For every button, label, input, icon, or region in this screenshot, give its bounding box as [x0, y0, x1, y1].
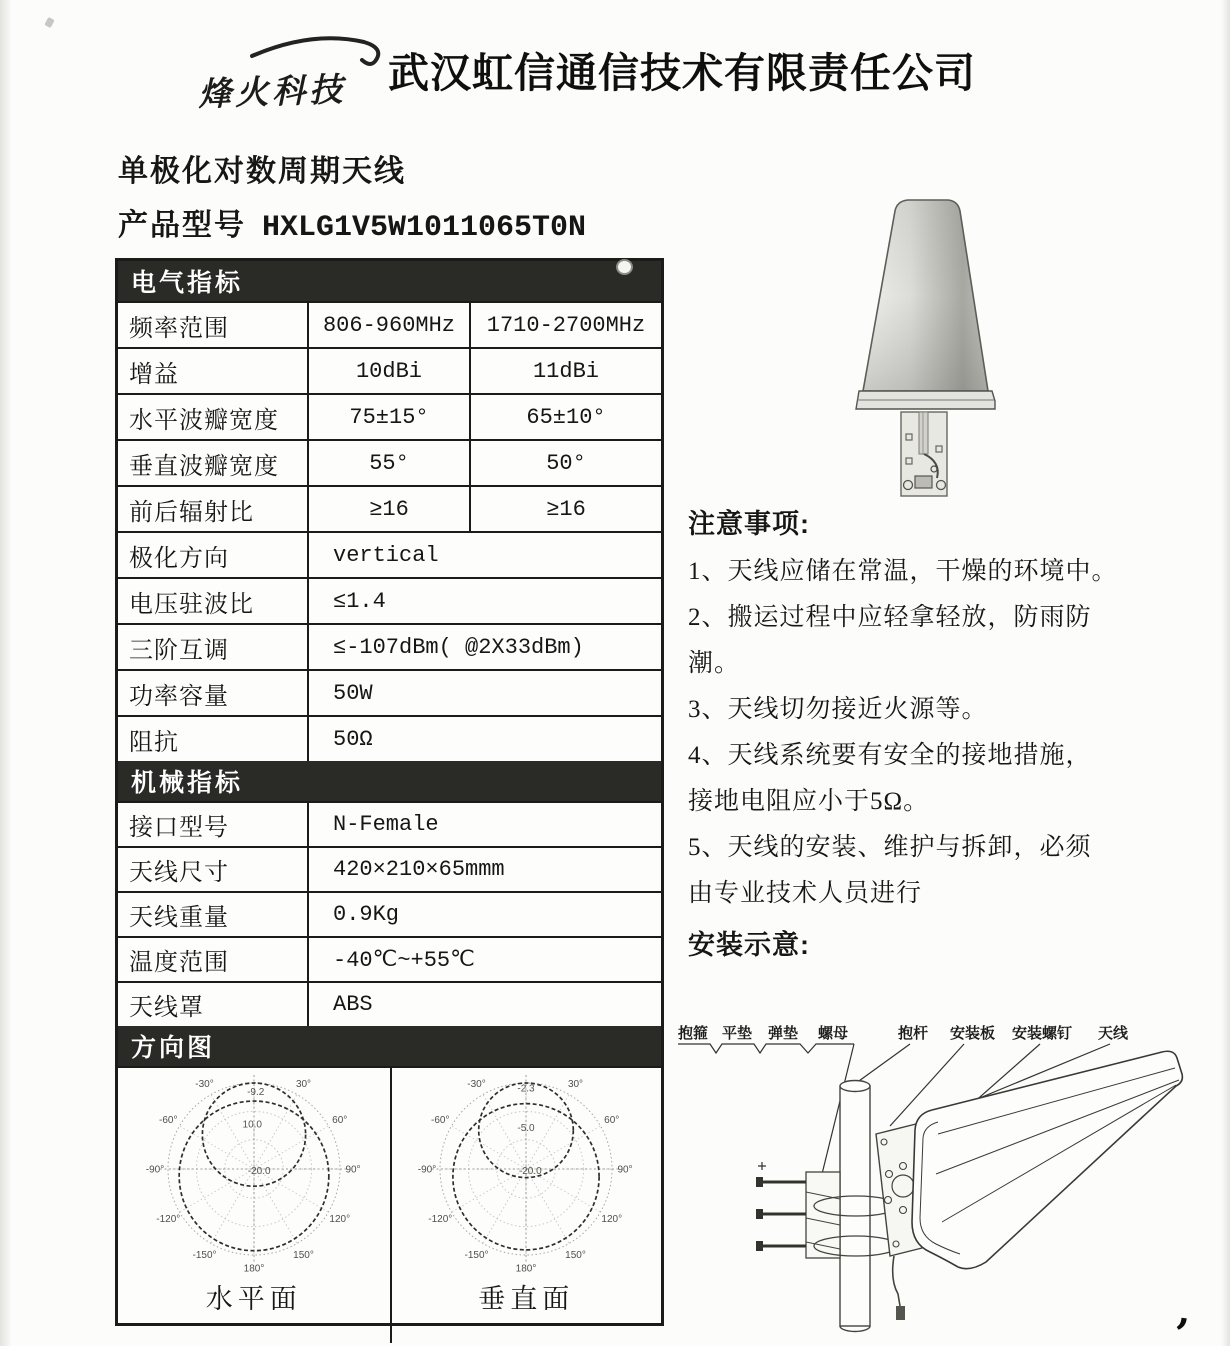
- mechanical-spec-row: [118, 936, 661, 981]
- note-line: 1、天线应储在常温，干燥的环境中。: [688, 558, 1118, 585]
- electrical-spec-row: [118, 393, 661, 439]
- spec-label: 极化方向: [129, 545, 229, 572]
- electrical-spec-row: [118, 715, 661, 761]
- installation-drawing: [670, 1022, 1226, 1342]
- spec-value: ABS: [307, 983, 661, 1026]
- spec-value-low-band: 75±15°: [307, 395, 469, 439]
- pattern-section-bar: 方向图: [118, 1026, 661, 1066]
- spec-label: 水平波瓣宽度: [129, 407, 279, 434]
- spec-label: 三阶互调: [129, 637, 229, 664]
- electrical-spec-row: [118, 439, 661, 485]
- spec-value-high-band: 65±10°: [469, 395, 661, 439]
- notes-body: [688, 549, 1220, 917]
- horizontal-pattern-caption: 水平面: [205, 1284, 302, 1314]
- polar-value-label: -2.3: [517, 1083, 535, 1095]
- mechanical-spec-row: [118, 801, 661, 846]
- polar-angle-label: 90°: [617, 1164, 633, 1176]
- polar-value-label: -20.0: [247, 1166, 271, 1178]
- polar-angle-label: 60°: [604, 1115, 620, 1126]
- note-line: 2、搬运过程中应轻拿轻放，防雨防: [688, 604, 1092, 631]
- notes-title: 注意事项:: [688, 509, 810, 539]
- spec-value: N-Female: [307, 803, 661, 846]
- part-label-nut: 螺母: [818, 1025, 849, 1042]
- installation-diagram: [670, 1022, 1226, 1346]
- note-line: 3、天线切勿接近火源等。: [688, 696, 988, 723]
- polar-angle-label: -150°: [464, 1250, 489, 1262]
- polar-angle-label: -30°: [195, 1078, 214, 1090]
- spec-value: 50Ω: [307, 717, 661, 761]
- antenna-illustration-drawing: [845, 188, 1095, 508]
- polar-angle-label: 150°: [565, 1250, 587, 1262]
- horizontal-pattern-cell: [118, 1068, 390, 1343]
- polar-angle-label: 180°: [515, 1263, 537, 1275]
- part-label-mounting-plate: 安装板: [950, 1025, 996, 1042]
- polar-angle-label: 60°: [331, 1115, 348, 1126]
- polar-value-label: 10.0: [242, 1119, 262, 1131]
- polar-angle-label: -90°: [145, 1164, 164, 1176]
- polar-angle-label: 90°: [345, 1164, 361, 1176]
- part-label-mounting-screws: 安装螺钉: [1012, 1025, 1073, 1042]
- spec-value-high-band: ≥16: [469, 487, 661, 531]
- polar-angle-label: -60°: [431, 1115, 450, 1126]
- spec-value-low-band: 55°: [307, 441, 469, 485]
- note-line: 4、天线系统要有安全的接地措施，: [688, 742, 1092, 769]
- logo-calligraphy-text: 烽火科技: [197, 69, 347, 114]
- electrical-section-bar: 电气指标: [118, 261, 661, 301]
- spec-value: -40℃~+55℃: [307, 938, 661, 981]
- part-label-antenna: 天线: [1098, 1025, 1129, 1042]
- spec-label: 频率范围: [129, 315, 229, 342]
- electrical-spec-row: [118, 531, 661, 577]
- notes-section: [688, 502, 1220, 962]
- scan-corner-mark: ,: [1175, 1287, 1194, 1334]
- part-label-pole: 抱杆: [898, 1025, 929, 1042]
- scan-punch-mark: [616, 259, 633, 275]
- electrical-spec-row: [118, 669, 661, 715]
- company-logo: [192, 26, 397, 124]
- electrical-spec-row: [118, 577, 661, 623]
- spec-value: ≤1.4: [307, 579, 661, 623]
- spec-value-high-band: 50°: [469, 441, 661, 485]
- spec-label: 天线尺寸: [129, 860, 229, 886]
- polar-angle-label: 120°: [329, 1214, 350, 1225]
- polar-value-label: -20.0: [519, 1166, 542, 1178]
- part-label-flat-washer: 平垫: [722, 1025, 753, 1042]
- antenna-product-illustration: [845, 188, 1095, 513]
- part-label-clamp: 抱箍: [678, 1025, 709, 1042]
- spec-value: 50W: [307, 671, 661, 715]
- scan-edge-shadow-left: [0, 0, 12, 1346]
- model-label: 产品型号: [118, 209, 246, 242]
- spec-label: 阻抗: [129, 729, 179, 756]
- spec-label: 垂直波瓣宽度: [129, 453, 279, 480]
- electrical-spec-row: [118, 623, 661, 669]
- mechanical-spec-row: [118, 891, 661, 936]
- polar-value-label: -5.0: [517, 1123, 535, 1135]
- product-model-row: [118, 200, 586, 245]
- spec-label: 功率容量: [129, 683, 229, 710]
- vertical-pattern-caption: 垂直面: [478, 1284, 575, 1314]
- company-name: 武汉虹信通信技术有限责任公司: [388, 50, 976, 96]
- note-line: 由专业技术人员进行: [688, 880, 923, 907]
- spec-label: 增益: [129, 361, 179, 388]
- spec-value-low-band: 10dBi: [307, 349, 469, 393]
- spec-table: [115, 258, 664, 1326]
- spec-value-low-band: ≥16: [307, 487, 469, 531]
- spec-label: 天线重量: [129, 905, 229, 931]
- spec-label: 前后辐射比: [129, 499, 254, 526]
- model-value: HXLG1V5W1011065T0N: [262, 211, 587, 245]
- spec-label: 电压驻波比: [129, 591, 254, 618]
- polar-angle-label: -150°: [192, 1250, 217, 1262]
- polar-angle-label: -120°: [156, 1214, 181, 1225]
- mechanical-table-body: [118, 801, 661, 1026]
- polar-angle-label: 120°: [601, 1214, 623, 1225]
- polar-angle-label: -30°: [467, 1078, 486, 1090]
- horizontal-pattern-plot: [123, 1071, 385, 1277]
- product-type-title: 单极化对数周期天线: [118, 155, 406, 188]
- vertical-pattern-cell: [390, 1068, 662, 1343]
- note-line: 5、天线的安装、维护与拆卸，必须: [688, 834, 1092, 861]
- polar-angle-label: -60°: [158, 1115, 178, 1126]
- note-line: 接地电阻应小于5Ω。: [688, 788, 930, 815]
- spec-value: ≤-107dBm( @2X33dBm): [307, 625, 661, 669]
- mechanical-spec-row: [118, 981, 661, 1026]
- mechanical-spec-row: [118, 846, 661, 891]
- spec-value-high-band: 11dBi: [469, 349, 661, 393]
- polar-angle-label: 30°: [295, 1078, 311, 1090]
- polar-angle-label: 180°: [243, 1263, 265, 1275]
- spec-value-low-band: 806-960MHz: [307, 303, 469, 347]
- part-label-spring-washer: 弹垫: [768, 1025, 799, 1042]
- polar-angle-label: 30°: [568, 1078, 584, 1090]
- spec-value: 0.9Kg: [307, 893, 661, 936]
- spec-value: vertical: [307, 533, 661, 577]
- electrical-spec-row: [118, 347, 661, 393]
- spec-label: 接口型号: [129, 815, 229, 841]
- polar-angle-label: 150°: [292, 1250, 314, 1262]
- electrical-table-single-body: [118, 531, 661, 761]
- electrical-table-dual-body: [118, 301, 661, 531]
- polar-angle-label: -90°: [418, 1164, 437, 1176]
- mechanical-section-bar: 机械指标: [118, 761, 661, 801]
- polar-value-label: -9.2: [246, 1087, 265, 1099]
- pattern-plots: [118, 1066, 661, 1323]
- electrical-spec-row: [118, 485, 661, 531]
- spec-label: 天线罩: [129, 995, 204, 1021]
- spec-value: 420×210×65mmm: [307, 848, 661, 891]
- electrical-spec-row: [118, 301, 661, 347]
- scan-speck: [44, 17, 54, 28]
- spec-value-high-band: 1710-2700MHz: [469, 303, 661, 347]
- vertical-pattern-plot: [395, 1071, 657, 1277]
- polar-angle-label: -120°: [428, 1214, 453, 1225]
- note-line: 潮。: [688, 650, 741, 677]
- spec-label: 温度范围: [129, 950, 229, 976]
- install-title: 安装示意:: [688, 930, 810, 960]
